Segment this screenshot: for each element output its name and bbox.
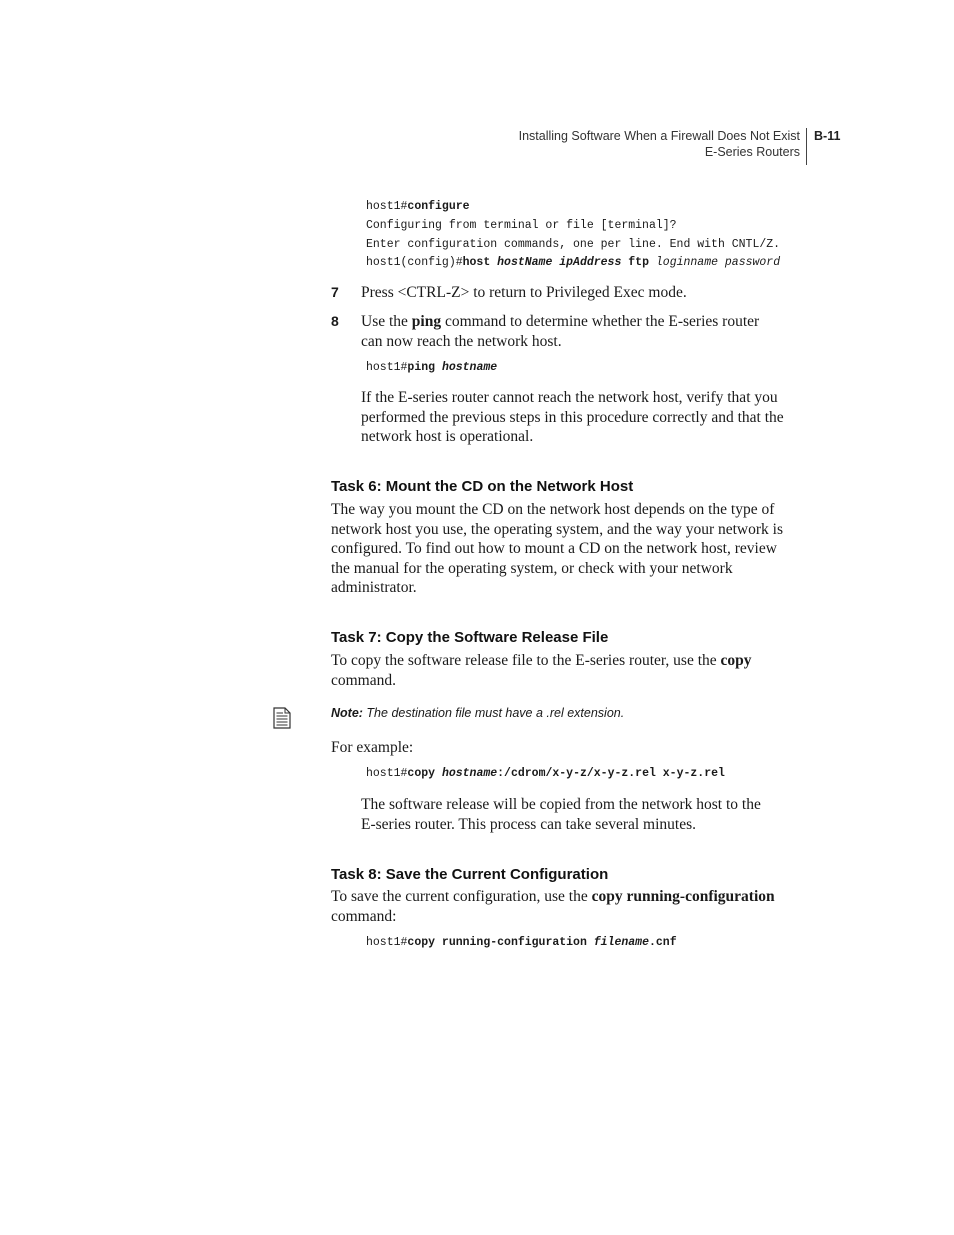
step-8-text-line2: can now reach the network host. (361, 332, 562, 350)
code-line (366, 934, 677, 953)
running-header (519, 129, 800, 160)
paragraph-line: administrator. (331, 579, 417, 597)
header-section-title: E-Series Routers (704, 144, 800, 159)
task-7-text-before: To copy the software release file to the E-series router, use the (331, 652, 721, 669)
code-segment: host1(config)# (366, 256, 463, 270)
paragraph-line: network host is operational. (361, 428, 534, 446)
code-segment: host1# (366, 200, 408, 213)
code-segment: copy (407, 767, 442, 780)
code-segment: copy running-configuration (407, 936, 594, 949)
code-line (366, 765, 725, 784)
task-6-paragraph (331, 500, 783, 598)
step-7-text: Press <CTRL-Z> to return to Privileged Exec mode. (361, 284, 687, 301)
step-number-8: 8 (331, 313, 339, 329)
for-example-label: For example: (331, 739, 414, 756)
task-6-heading: Task 6: Mount the CD on the Network Host (331, 478, 634, 495)
code-segment: Configuring from terminal or file [terminal]? (366, 218, 677, 232)
paragraph-line: The way you mount the CD on the network host depends on the type of (331, 501, 775, 518)
code-line (366, 359, 497, 378)
code-line (366, 217, 780, 236)
paragraph-line: the manual for the operating system, or check with your network (331, 559, 733, 577)
header-chapter-title: Installing Software When a Firewall Does Not Exist (518, 129, 800, 143)
code-block-save (366, 934, 677, 953)
note-document-icon (273, 707, 291, 729)
note-text (331, 705, 624, 722)
code-segment: :/cdrom/x-y-z/x-y-z.rel x-y-z.rel (497, 767, 725, 780)
task-7-text-line2: command. (331, 671, 396, 689)
code-line (366, 198, 780, 217)
copy-paragraph (361, 795, 761, 834)
ping-command: ping (411, 313, 442, 330)
step-number-7: 7 (331, 284, 339, 300)
copy-running-config-command: copy running-configuration (591, 888, 775, 905)
paragraph-line: If the E-series router cannot reach the network host, verify that you (361, 389, 778, 406)
task-8-heading: Task 8: Save the Current Configuration (331, 866, 609, 883)
code-segment: .cnf (648, 936, 677, 949)
code-segment: configure (407, 200, 470, 213)
paragraph-line: E-series router. This process can take several minutes. (361, 815, 697, 833)
page-number: B-11 (814, 129, 841, 143)
task-8-paragraph (331, 887, 775, 926)
ping-paragraph (361, 388, 784, 447)
code-segment: host1# (366, 361, 408, 374)
copy-command: copy (720, 652, 752, 669)
step-8-text (361, 312, 759, 351)
task-7-heading: Task 7: Copy the Software Release File (331, 629, 609, 646)
code-line (366, 236, 780, 255)
note-label: Note: (331, 706, 363, 720)
code-segment: host1# (366, 767, 408, 780)
task-8-text-before: To save the current configuration, use the (331, 888, 592, 905)
code-block-configure (366, 198, 780, 273)
paragraph-line: performed the previous steps in this procedure correctly and that the (361, 408, 784, 426)
task-7-paragraph (331, 651, 752, 690)
paragraph-line: network host you use, the operating system, and the way your network is (331, 520, 783, 538)
step-8-text-before: Use the (361, 313, 412, 330)
code-segment: ftp (621, 256, 656, 270)
note-body: The destination file must have a .rel extension. (362, 706, 625, 720)
code-segment: Enter configuration commands, one per line. End with CNTL/Z. (366, 237, 781, 251)
code-block-copy (366, 765, 725, 784)
code-segment: filename (593, 936, 649, 949)
code-segment: loginname password (655, 256, 781, 270)
code-segment: ping (407, 361, 442, 374)
code-segment: hostName ipAddress (497, 256, 622, 270)
code-segment: hostname (441, 767, 498, 780)
step-8-text-after: command to determine whether the E-series router (441, 313, 760, 330)
code-segment: host1# (366, 936, 408, 949)
code-line (366, 254, 780, 273)
code-block-ping (366, 359, 497, 378)
task-8-text-line2: command: (331, 907, 397, 925)
code-segment: host (462, 256, 498, 270)
paragraph-line: The software release will be copied from the network host to the (361, 796, 761, 813)
paragraph-line: configured. To find out how to mount a CD on the network host, review (331, 540, 777, 558)
header-divider (806, 128, 807, 165)
code-segment: hostname (441, 361, 498, 374)
